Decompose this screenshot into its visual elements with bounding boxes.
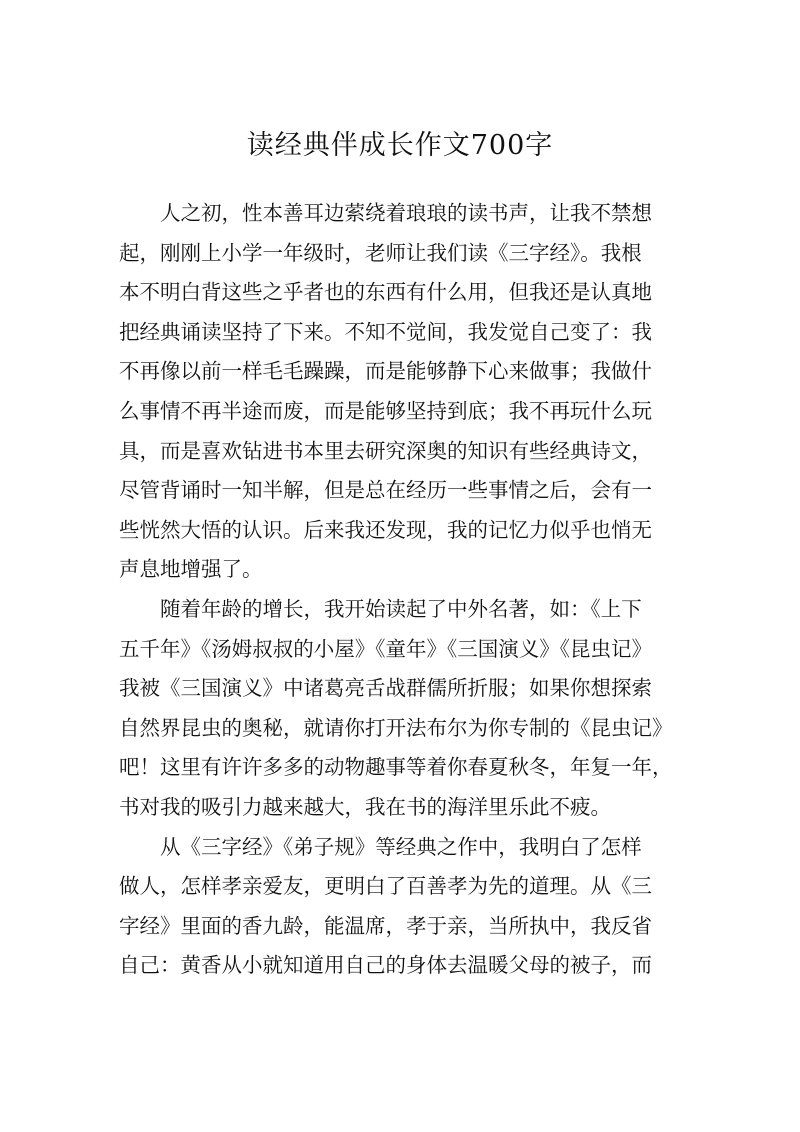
text-line: 尽管背诵时一知半解，但是总在经历一些事情之后，会有一 <box>119 478 652 503</box>
text-line: 些恍然大悟的认识。后来我还发现，我的记忆力似乎也悄无 <box>119 517 652 542</box>
text-line: 人之初，性本善耳边萦绕着琅琅的读书声，让我不禁想 <box>160 201 652 225</box>
text-line: 不再像以前一样毛毛躁躁，而是能够静下心来做事；我做什 <box>119 359 652 384</box>
paragraph-2 <box>119 590 685 828</box>
text-line: 书对我的吸引力越来越大，我在书的海洋里乐此不疲。 <box>119 794 611 819</box>
text-line: 随着年龄的增长，我开始读起了中外名著，如：《上下 <box>160 596 642 621</box>
text-line: 具，而是喜欢钻进书本里去研究深奥的知识有些经典诗文， <box>119 438 652 463</box>
text-line: 自己：黄香从小就知道用自己的身体去温暖父母的被子，而 <box>119 953 652 978</box>
text-line: 把经典诵读坚持了下来。不知不觉间，我发觉自己变了：我 <box>119 319 652 344</box>
text-line: 自然界昆虫的奥秘，就请你打开法布尔为你专制的《昆虫记》 <box>119 715 673 740</box>
text-line: 声息地增强了。 <box>119 557 263 582</box>
paragraph-1 <box>119 194 685 590</box>
text-line: 做人，怎样孝亲爱友，更明白了百善孝为先的道理。从《三 <box>119 874 652 899</box>
paragraph-3 <box>119 828 685 986</box>
document-title: 读经典伴成长作文700字 <box>246 130 554 161</box>
text-line: 我被《三国演义》中诸葛亮舌战群儒所折服；如果你想探索 <box>119 676 652 701</box>
text-line: 字经》里面的香九龄，能温席，孝于亲，当所执中，我反省 <box>119 913 652 938</box>
document-body <box>119 194 685 986</box>
text-line: 么事情不再半途而废，而是能够坚持到底；我不再玩什么玩 <box>119 398 652 423</box>
text-line: 吧！这里有许许多多的动物趣事等着你春夏秋冬，年复一年， <box>119 755 673 780</box>
text-line: 五千年》《汤姆叔叔的小屋》《童年》《三国演义》《昆虫记》 <box>119 636 652 661</box>
text-line: 从《三字经》《弟子规》等经典之作中，我明白了怎样 <box>160 834 642 859</box>
text-line: 起，刚刚上小学一年级时，老师让我们读《三字经》。我根 <box>119 240 642 265</box>
text-line: 本不明白背这些之乎者也的东西有什么用，但我还是认真地 <box>119 280 652 305</box>
